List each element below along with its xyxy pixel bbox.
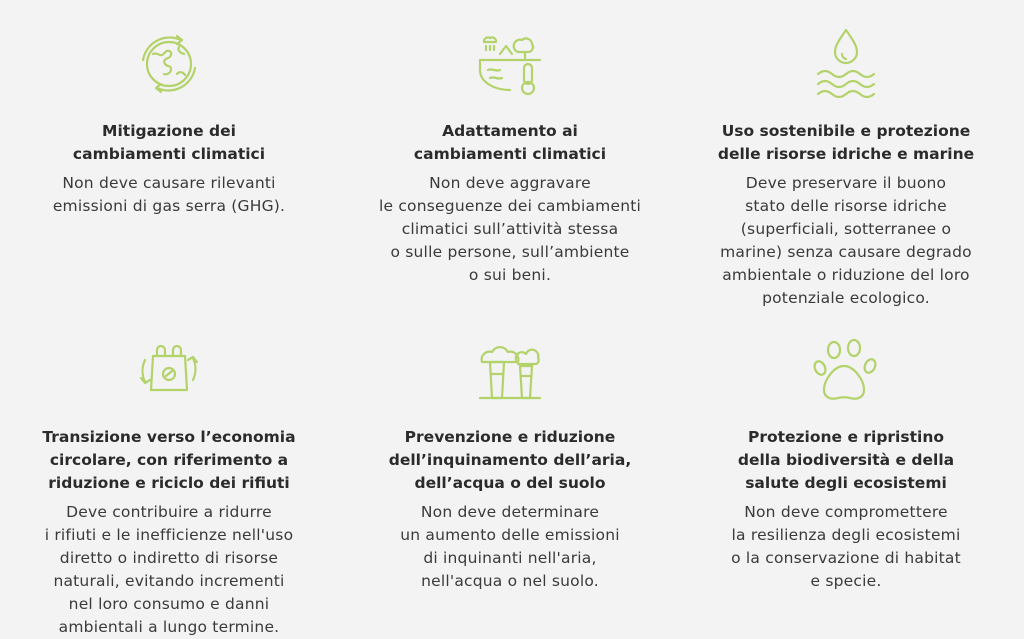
objective-title: Uso sostenibile e protezione delle risorse idriche e marine [717,122,975,163]
objective-title: Protezione e ripristino della biodiversità e della salute degli ecosistemi [737,428,955,492]
objective-title: Adattamento ai cambiamenti climatici [413,122,607,163]
objective-description: Non deve causare rilevanti emissioni di gas serra (GHG). [52,174,286,215]
objective-title: Transizione verso l’economia circolare, con riferimento a riduzione e riciclo dei rifiuti [42,428,296,492]
factory-smoke-icon [470,330,550,410]
objective-card-circular-economy [4,330,334,639]
objective-card-climate-mitigation [4,24,334,218]
objective-card-climate-adaptation [345,24,675,287]
objective-description: Deve preservare il buono stato delle risorse idriche (superficiali, sotterranee o marine) senza causare degrado ambientale o riduzione del loro potenziale ecologico. [720,174,972,307]
objective-title: Prevenzione e riduzione dell’inquinamento dell’aria, dell’acqua o del suolo [388,428,632,492]
objective-description: Deve contribuire a ridurre i rifiuti e le inefficienze nell'uso diretto o indiretto di risorse naturali, evitando incrementi nel loro consumo e danni ambientali a lungo termine. [44,503,294,636]
objective-description: Non deve determinare un aumento delle emissioni di inquinanti nell'aria, nell'acqua o nel suolo. [400,503,620,590]
objective-title: Mitigazione dei cambiamenti climatici [72,122,266,163]
climate-adaptation-icon [470,24,550,104]
objective-card-water-resources [681,24,1011,310]
water-drop-waves-icon [806,24,886,104]
objective-description: Non deve aggravare le conseguenze dei cambiamenti climatici sull’attività stessa o sulle persone, sull’ambiente o sui beni. [378,174,642,284]
objective-card-pollution-prevention [345,330,675,593]
recycling-bag-icon [129,330,209,410]
objective-description: Non deve compromettere la resilienza degli ecosistemi o la conservazione di habitat e specie. [731,503,961,590]
paw-print-icon [806,330,886,410]
globe-arrows-icon [129,24,209,104]
objective-card-biodiversity [681,330,1011,593]
